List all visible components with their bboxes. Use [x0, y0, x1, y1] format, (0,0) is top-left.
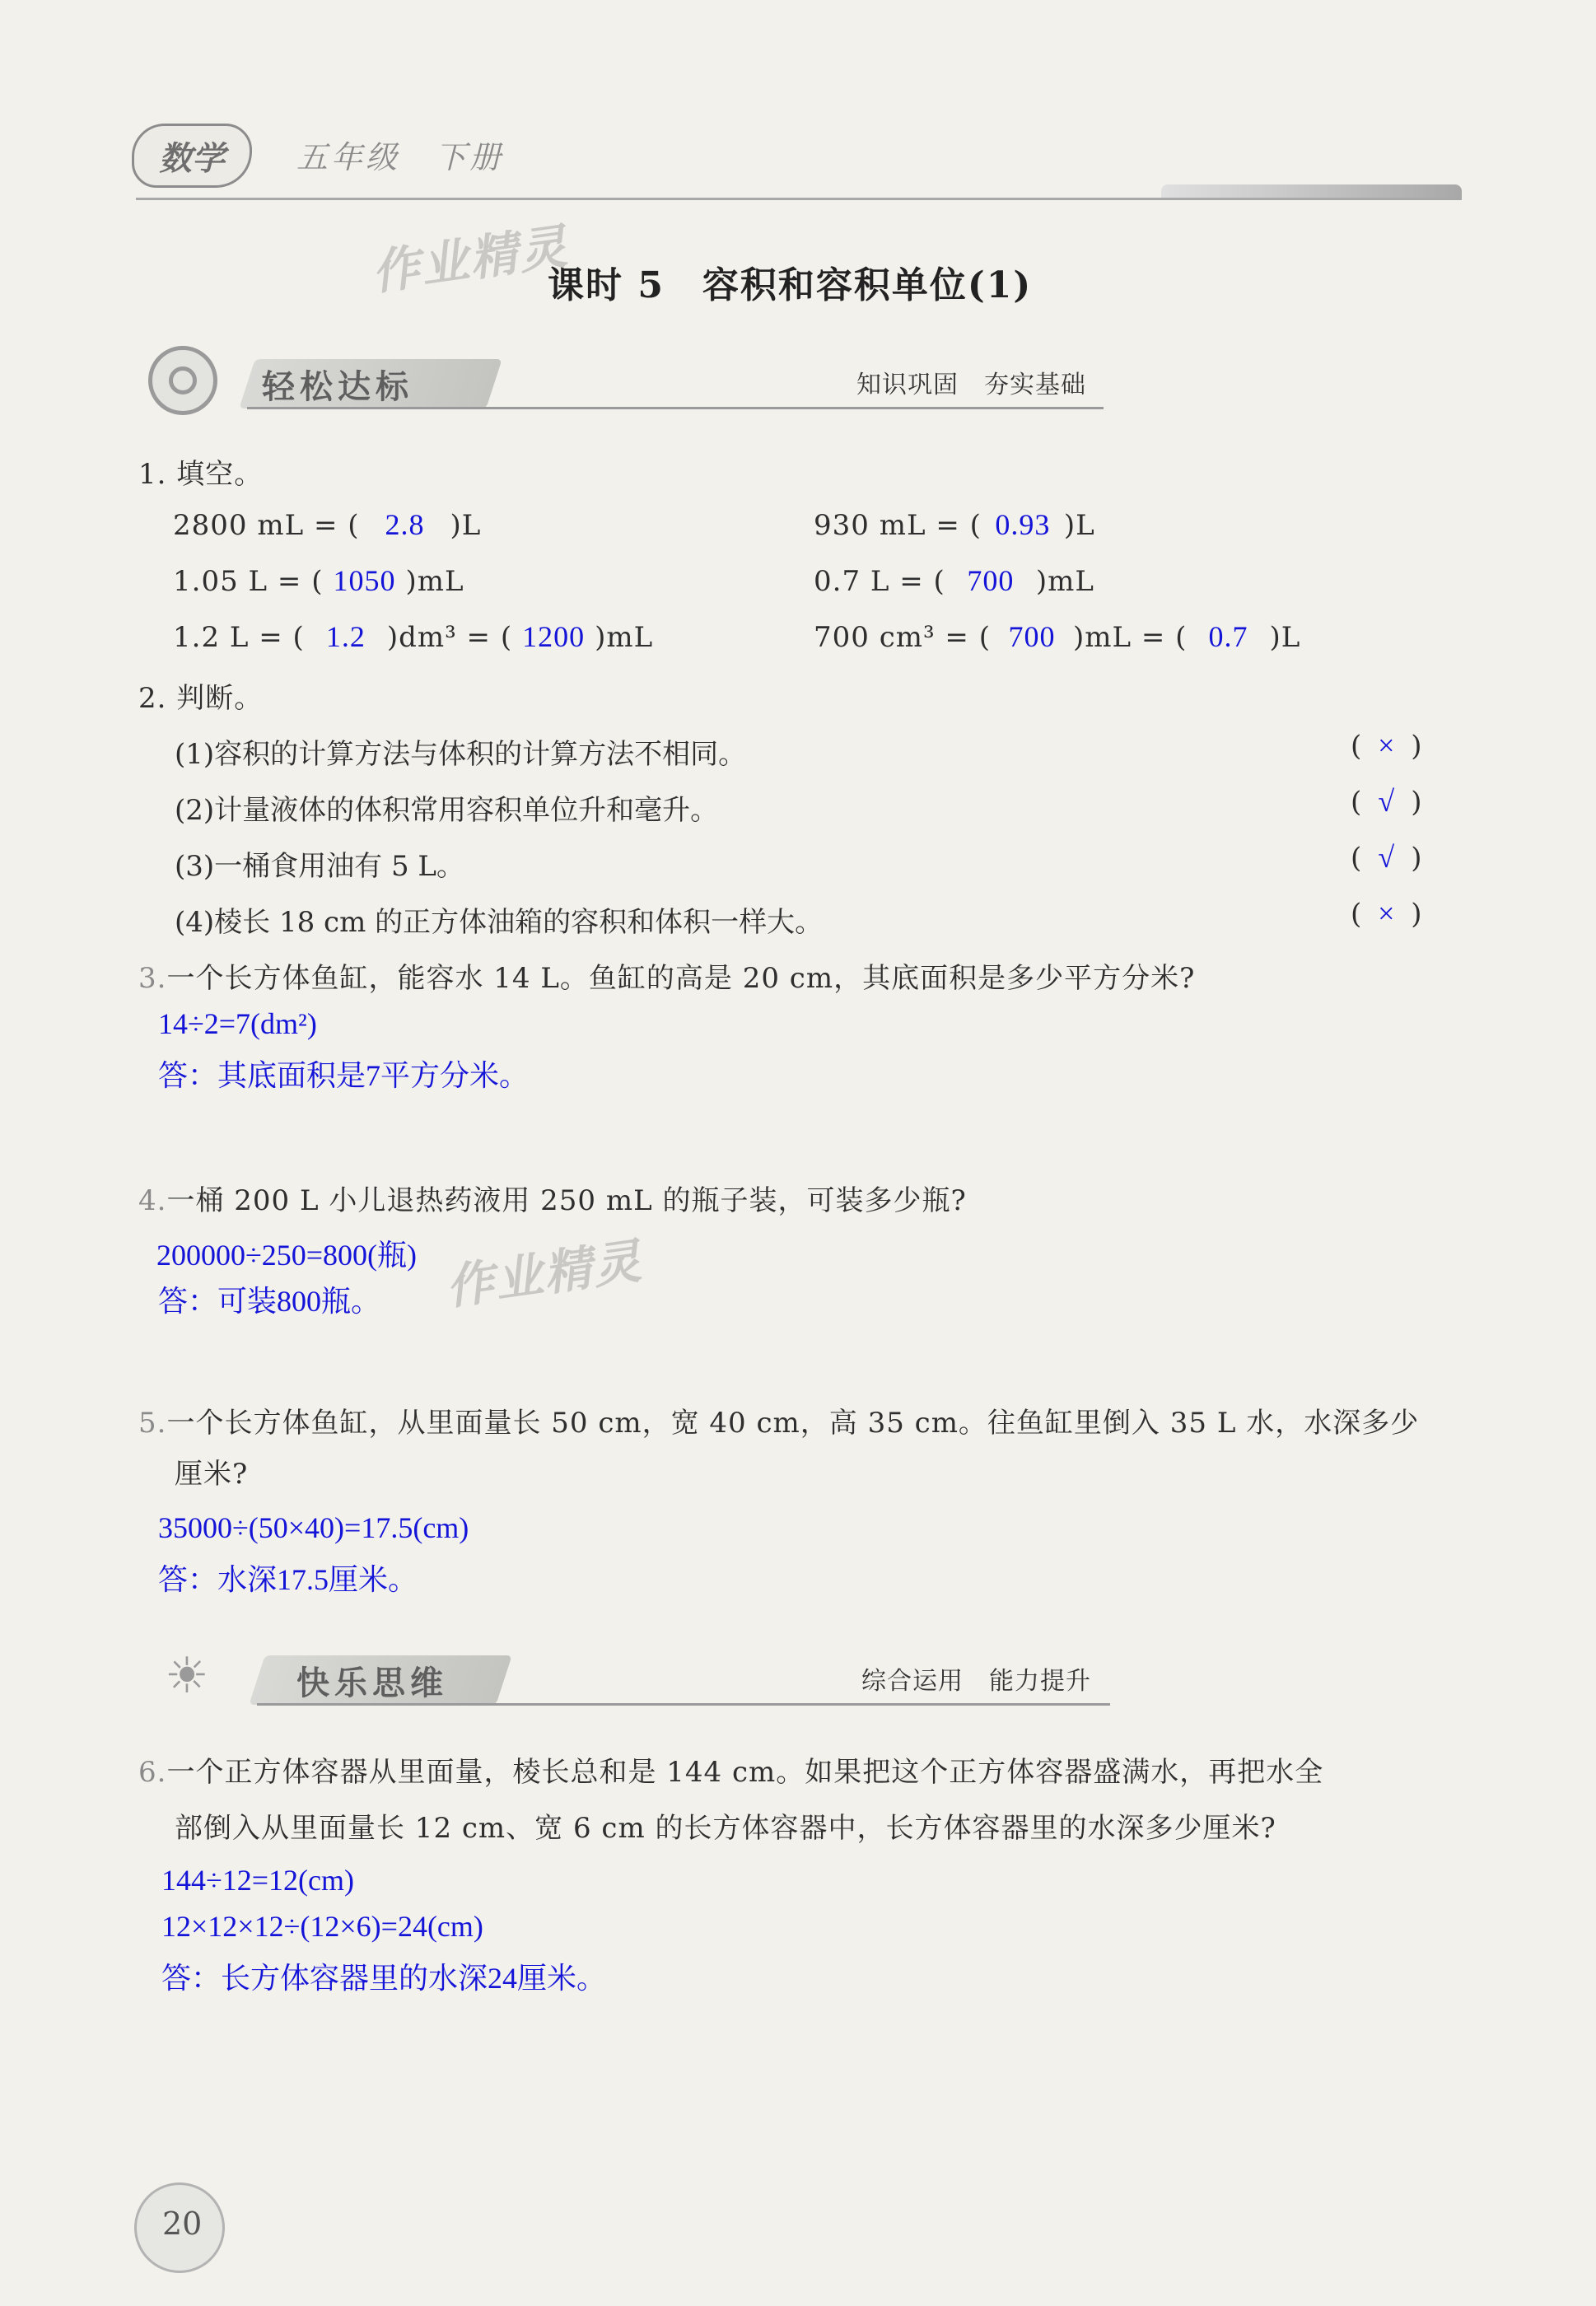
- q3-question: 3.一个长方体鱼缸，能容水 14 L。鱼缸的高是 20 cm，其底面积是多少平方分米?: [138, 962, 1196, 995]
- header-bar: [1161, 184, 1462, 198]
- q5-question-cont: 厘米?: [175, 1458, 249, 1491]
- judge-answer: ( √ ): [1351, 785, 1422, 819]
- q1-item: 1.2 L = ( 1.2 )dm³ = ( 1200 )mL: [173, 620, 654, 654]
- q1-item: 0.7 L = ( 700 )mL: [814, 564, 1094, 598]
- q6-answer-line: 144÷12=12(cm): [161, 1864, 355, 1897]
- answer-blank: 0.93: [995, 508, 1051, 541]
- q6-question: 6.一个正方体容器从里面量，棱长总和是 144 cm。如果把这个正方体容器盛满水，再把水全: [138, 1756, 1324, 1789]
- q3-answer-line: 14÷2=7(dm²): [158, 1007, 317, 1040]
- judge-item: (4)棱长 18 cm 的正方体油箱的容积和体积一样大。: [175, 906, 824, 939]
- section-title: 轻松达标: [262, 368, 413, 406]
- page-number: 20: [162, 2206, 203, 2242]
- q6-answer-line: 12×12×12÷(12×6)=24(cm): [161, 1910, 483, 1943]
- answer-blank: 700: [967, 564, 1015, 597]
- q4-answer-line: 答：可装800瓶。: [158, 1285, 381, 1318]
- q5-answer-line: 答：水深17.5厘米。: [158, 1563, 418, 1596]
- q5-question: 5.一个长方体鱼缸，从里面量长 50 cm，宽 40 cm，高 35 cm。往鱼缸里倒入 35 L 水，水深多少: [138, 1407, 1420, 1440]
- section-divider: [257, 1703, 1110, 1706]
- lesson-title: 课时 5 容积和容积单位(1): [548, 264, 1033, 306]
- watermark: 作业精灵: [368, 217, 572, 301]
- lightbulb-icon: ☀: [165, 1647, 209, 1705]
- target-icon: [148, 346, 217, 415]
- q1-item: 2800 mL = ( 2.8 )L: [173, 508, 482, 542]
- section-divider: [247, 407, 1104, 409]
- header-divider: [136, 198, 1462, 200]
- answer-blank: 1200: [522, 620, 586, 653]
- q4-question: 4.一桶 200 L 小儿退热药液用 250 mL 的瓶子装，可装多少瓶?: [138, 1184, 967, 1217]
- q1-item: 930 mL = ( 0.93 )L: [814, 508, 1095, 542]
- judge-item: (1)容积的计算方法与体积的计算方法不相同。: [175, 738, 747, 771]
- answer-blank: 1050: [333, 564, 396, 597]
- judge-answer: ( × ): [1351, 729, 1422, 763]
- q1-label: 1. 填空。: [138, 458, 264, 491]
- section-title: 快乐思维: [296, 1664, 448, 1702]
- q1-item: 700 cm³ = ( 700 )mL = ( 0.7 )L: [814, 620, 1301, 654]
- subject-logo: 数学: [132, 124, 252, 188]
- q2-label: 2. 判断。: [138, 682, 264, 715]
- judge-answer: ( × ): [1351, 897, 1422, 931]
- judge-answer: ( √ ): [1351, 841, 1422, 875]
- section-subtitle: 综合运用 能力提升: [861, 1667, 1091, 1696]
- q3-answer-line: 答：其底面积是7平方分米。: [158, 1059, 530, 1092]
- q5-answer-line: 35000÷(50×40)=17.5(cm): [158, 1511, 469, 1544]
- section-subtitle: 知识巩固 夯实基础: [856, 371, 1086, 399]
- q4-answer-line: 200000÷250=800(瓶): [156, 1239, 418, 1272]
- judge-item: (3)一桶食用油有 5 L。: [175, 850, 464, 883]
- q1-item: 1.05 L = ( 1050 )mL: [173, 564, 464, 598]
- q6-answer-line: 答：长方体容器里的水深24厘米。: [161, 1962, 607, 1995]
- q6-question-cont: 部倒入从里面量长 12 cm、宽 6 cm 的长方体容器中，长方体容器里的水深多少厘米?: [175, 1812, 1276, 1845]
- answer-blank: 2.8: [385, 508, 425, 541]
- answer-blank: 0.7: [1208, 620, 1248, 653]
- grade-label: 五年级 下册: [296, 139, 505, 175]
- answer-blank: 700: [1008, 620, 1056, 653]
- judge-item: (2)计量液体的体积常用容积单位升和毫升。: [175, 794, 719, 827]
- answer-blank: 1.2: [325, 620, 366, 653]
- watermark: 作业精灵: [442, 1232, 646, 1316]
